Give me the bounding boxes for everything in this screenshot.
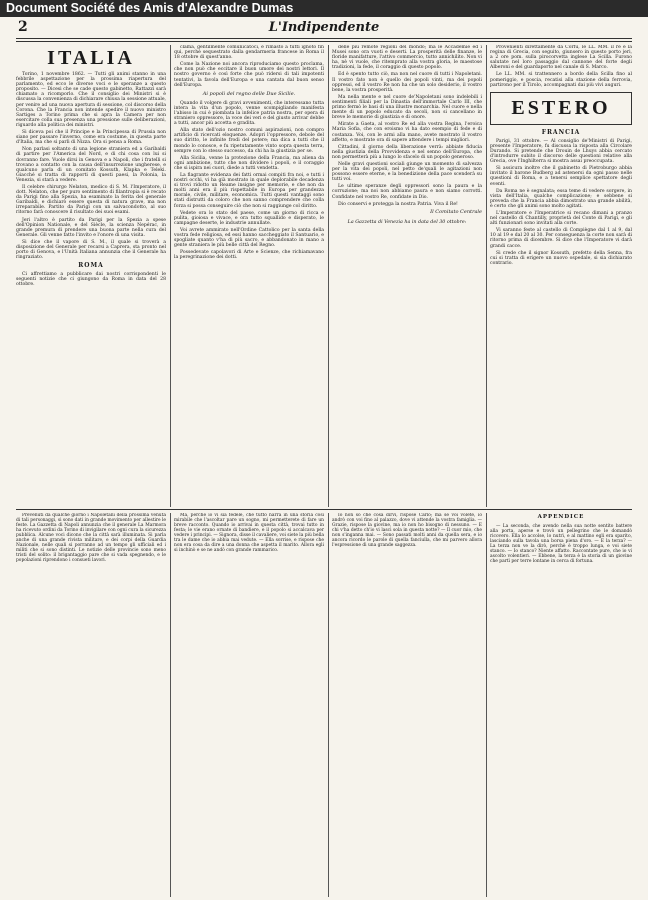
paragraph: clama, gentilmente comunicatoci, e rimasto a tutti ignoto fin qui, perchè sequestrato dalla gendarmeria francese in Roma il 18 ottobre di quest'anno. <box>174 45 324 61</box>
paragraph: Jeri l'altro è partito da Parigi per la Spezia a spese dell'Opinion Nationale, e del Siècle, la scienza Nepérac, in grande premura di prendere una buona parte nella cura del Generale. Gli venne fatto l'invito e l'onore di una visita. <box>16 217 166 238</box>
column-2 <box>174 45 324 507</box>
paragraph: Prevenuti da qualche giorno i Napoletani della prossima venuta di tali personaggi, si sono dati in grande movimento per allestire le feste. La Gazzetta di Napoli annunzia che il generale La Marmora ha ricevuto ordini da Torino di invigilare con ogni cura la sicurezza pubblica. Alcune voci dicono che la città sarà illuminata. Si parla anche di una grande rivista militare, e dei corpi della Guardia Nazionale, nelle quali si porranno ad un tempo gli ufficiali ed i militi che si sono distinti. Le notizie delle provincie sono meno tristi del solito: il brigantaggio pare che si vada spegnendo, e le popolazioni riprendono i consueti lavori. <box>16 513 166 563</box>
column-4 <box>490 45 632 507</box>
column-divider <box>170 513 171 897</box>
column-divider <box>486 45 487 507</box>
paragraph: Quando il volgere di gravi avvenimenti, che interessano tutta intera la vita d'un popolo, venne scompigliando manifesta l'abisso in cui è piombata la infelice patria nostra, per opera di straniero oppressore, la voce dei veri e del giusto arrivar debbe a tutti, ancor più accetta e gradita. <box>174 100 324 127</box>
paragraph: Voi avrete ammirato nell'Ordine Cattolico per la santa della vostra fede religiosa, ed essi hanno saccheggiato il Santuario, e spogliate quanto v'ha di più sacro, e abbandonato in mano a gente straniera le più belle città del Regno. <box>174 227 324 249</box>
paragraph: Alla stato dell'ozio nostro comuni aspirazioni, non compro artificio di ricercati eloquenze. Adopri l'oppressore, debole del suo diritto, le infinite frodi del potere; ma dica a tutti che il mondo lo conosce, e fu ripetutamente vinto sopra questa terra, sempre con lo stesso successo, da chi ha la giustizia per se. <box>174 128 324 154</box>
paragraph: Vedete ora lo stato del paese, come un giorno di ricca e pulita, gioiosa e vivace, e ora tutto squallido e disperato, le campagne deserte, le industrie annullate. <box>174 210 324 226</box>
paragraph: Parigi, 31 ottobre. — Al consiglio de'Ministri di Parigi, presente l'Imperatore, fu discussa la risposta alla Circolare Durando. Si pretende che Drouin de Lhuys abbia cercato d'introdurre subito il discorso delle questioni relative alla Grecia, ove l'Inghilterra si mostra assai preoccupata. <box>490 138 632 165</box>
paragraph: — La seconda, che avendo nella sua notte sentito battere alla porta, aperse e trovò un pellegrino che le domandò ricovero. Ella lo accolse, lo nutrì, e al mattino egli era sparito, lasciando sulla tavola una borsa piena d'oro. — E la terza? — La terza non ve la dirò, perchè è troppo lunga, e voi siete stanco. — Io stanco? Niente affatto. Raccontate pure, che io vi ascolto volentieri. — Ebbene, la terza è la storia di un giovine che partì per terre lontane in cerca di fortuna. <box>490 524 632 564</box>
paragraph: Si crede che il signor Kossuth, prefetto della Senna, fra cui si tratta di erigere un nuovo ospedale, si sia dichiarato contrario. <box>490 250 632 266</box>
paragraph: Si diceva poi che il Principe e la Principessa di Prussia non siano per passare l'inverno, come era costume, in questa parte d'Italia, ma che si parli di Nizza. Ora si pensa a Roma. <box>16 130 166 146</box>
section-title-italia: ITALIA <box>47 47 135 69</box>
masthead-title: L'Indipendente <box>268 20 380 35</box>
paragraph: La flagrante evidenza dei fatti ormai compiti fra noi, e tutti i nostri occhi, vi ha già mostrato in quale deplorabile decadenza si trovi ridotto un Reame insigne per memorie, e che non da molti anni era il più rispettabile in Europa per grandezza morale, civile, militare, economica. Tutti questi vantaggi sono stati distrutti da coloro che non sanno comprendere che colla forza si possa conseguire ciò che non si raggiunge col diritto. <box>174 172 324 209</box>
paragraph: Ma, perchè io vi sia fedele, che tutto narra in una storia così mirabile che l'ascoltar pare un sogno, mi permetterete di fare un breve racconto. Quando io arrivai in questa città, trovai tutto in festa; le vie erano ornate di bandiere, e il popolo si accalcava per vedere i principi. — Signora, disse il cavaliere, voi siete la più bella tra le dame che io abbia mai vedute. — Ella sorrise, e rispose che non era cosa da dire a una donna che aspetta il marito. Allora egli si inchinò e se ne andò con grande rammarico. <box>174 513 324 553</box>
newspaper-page <box>0 17 648 900</box>
paragraph: Cittadini, il giorno della liberazione verrà: abbiate fiducia nella giustizia della Provvidenza e nel senno dell'Europa, che non permetterà più a lungo lo sfacelo di un popolo generoso. <box>332 144 482 160</box>
page-number: 2 <box>18 19 28 35</box>
paragraph: Le ultime speranze degli oppressori sono la paura e la corruzione; ma noi non abbiamo paura e non siamo corrotti. Confidate nel vostro Re, confidate in Dio. <box>332 184 482 200</box>
paragraph: Da Roma ne è segnalata; essa teme di vedere sorgere, in vista dell'Italia, qualche complicazione; e sebbene si preveda che la Francia abbia dimostrato una grande abilità, è certo che gli animi sono molto agitati. <box>490 188 632 209</box>
column-divider <box>170 45 171 507</box>
paragraph: Vi saranno feste al castello di Compiègne dal 1 al 9, dal 10 al 19 e dal 20 al 30. Per conseguenza la corte non sarà di ritorno prima di dicembre. Si dice che l'Imperatore vi darà grandi cacce. <box>490 228 632 249</box>
column-divider <box>486 513 487 897</box>
document-banner: Document Société des Amis d'Alexandre Dumas <box>0 0 648 17</box>
signature: Il Comitato Centrale <box>430 208 482 215</box>
paragraph: delle più remote regioni del mondo; ma le Accademie ed i Musei sono ora vuoti e deserti. La prosperità delle finanze, le floride manifatture, l'attivo commercio, tutto annichilito. Non vi ha, nè vi vuole, che ritemprato alla vostra gloria, le maestose tradizioni, la fede, il coraggio di questo popolo. <box>332 45 482 71</box>
paragraph: Ed è spento tutto ciò, ma non nel cuore di tutti i Napoletani. Il vostro fato non è quello dei popoli vinti, ma dei popoli oppressi, ed il vostro Re non ha che un solo desiderio, il vostro bene, la vostra prosperità. <box>332 72 482 93</box>
proclamation-heading: Ai popoli del regno delle Due Sicilie. <box>202 90 296 97</box>
subsection-title-francia: FRANCIA <box>541 128 581 136</box>
lower-column-1 <box>16 513 166 897</box>
paragraph: Dio conservi e protegga la nostra Patria. Viva il Re! <box>338 201 458 207</box>
column-divider <box>328 45 329 507</box>
paragraph: Il celebre chirurgo Nelaton, medico di S. M. l'Imperatore, il dott. Nelaton, che per puro sentimento di filantropia si è recato da Parigi fino alla Spezia, ha esaminato la ferita del generale Garibaldi, e dichiarò essere questa di natura grave, ma non irreparabile. Partito da Parigi con un salvacondotto, al suo ritorno farà conoscere il risultato dei suoi esami. <box>16 184 166 216</box>
paragraph: Non parlasi soltanto di una legione straniera ed a Garibaldi di partire per l'America del Nord, e di chi cosa con lui si dovranno fare. Vuole dirsi in Genova e a Napoli, che i fratelli si trovano a contatto con la causa dell'insurrezione ungherese, e qualcuno parla di un comitato Kossuth, Klapka e Teleki. Giacché si tratta di rapporti di questi paesi, la Polonia, la Venezia, si starà a vedere. <box>16 147 166 183</box>
gazette-note: La Gazzetta di Venezia ha in data del 30 ottobre: <box>347 219 467 225</box>
paragraph: Si assicura inoltre che il gabinetto di Pietroburgo abbia invitato il barone Budberg ad astenersi da ogni passo nelle questioni di Roma, e a tenersi semplice spettatore degli eventi. <box>490 166 632 187</box>
paragraph: Si dice che il vapore di S. M., il quale si troverà a disposizione del Generale per recarsi a Caprera, sta pronto nel porto di Genova, e l'Unità Italiana annunzia che il Generale ha ringraziato. <box>16 239 166 261</box>
paragraph: Come la Nazione noi ancora riproduciamo questo proclama, che non può che eccitare il buon umore dei nostri lettori. Il nostro governo è così forte che può ridersi di tali impotenti tentativi, la favola dell'Europa e una cantata dal buon senso dell'Europa. <box>174 62 324 88</box>
column-3 <box>332 45 482 507</box>
header-rule-double <box>16 41 632 42</box>
subsection-title-roma: ROMA <box>78 262 104 270</box>
paragraph: L'Imperatore e l'Imperatrice si recano dimani a pranzo nel castello di Chantilly, proprietà del Conte di Parigi, e gli alti funzionari sono invitati alla corte. <box>490 210 632 227</box>
paragraph: Mirate a Gaeta, al vostro Re ed alla vostra Regina, l'eroica Maria Sofia, che con eroismo vi ha dato esempio di fede e di costanza. Voi, con le armi alla mano, avete mostrato il vostro affetto, e mostrate ora di sapere attendere i tempi migliori. <box>332 122 482 143</box>
paragraph: Provenienti direttamente da Corfù, le LL. MM. il re e la regina di Grecia, con seguito, giunsero in questo porto jeri, a 2 ore pom. sulla pirocorvetta inglese La Scilla. Furono salutate nel loro passaggio dal cannone del forte degli Alberoni e del guardaporto nel canale di S. Marco. <box>490 45 632 71</box>
paragraph: Possedevate capolavori di Arte e Scienze, che richiamavano la peregrinazione dei dotti. <box>174 250 324 261</box>
appendix-title: APPENDICE <box>537 514 585 520</box>
page-header <box>0 19 648 37</box>
column-1 <box>16 45 166 507</box>
paragraph: Torino, 1 novembre 1862. — Tutti gli animi stanno in una febbrile aspettazione per la prossima riapertura del parlamento, ed ecco le diverse voci e le speranze a questo proposito. — Dicesi che se cade questo gabinetto, Rattazzi sarà chiamato a ricomporlo. Che il consiglio dei Ministri si è discussa la convenienza di dichiarare chiusa la sessione attuale, per venire ad una nuova apertura di sessione, col discorso della Corona. Che la Francia non intende spedire il nuovo ministro Sartiges a Torino prima che si apra la Camera per non esercitare colla sua presenza una pressione sulle deliberazioni, riguardo alla politica dei ministri. <box>16 72 166 128</box>
column-divider <box>328 513 329 897</box>
feuilleton-rule <box>16 509 632 510</box>
lower-column-4 <box>490 513 632 897</box>
paragraph: Io non so che cosa dirvi, rispose Carlo; ma se voi volete, io andrò con voi fino al palazzo, dove vi attende la vostra famiglia. — Grazie, rispose la giovine, ma io non ho bisogno di nessuno. — E chi v'ha detto ch'io vi lasci sola in questa notte? — Il cuor mio, che non s'inganna mai. — Sono passati molti anni da quella sera, e io ancora ricordo le parole di quella fanciulla, che mi parvero allora l'espressione di una grande saggezza. <box>332 513 482 548</box>
paragraph: Le LL. MM. si trattennero a bordo della Scilla fino al pomeriggio, e poscia, recatisi alla stazione della ferrovia, partirono per il Tirolo, accompagnati dai più vivi auguri. <box>490 72 632 88</box>
lower-column-3 <box>332 513 482 897</box>
header-rule <box>16 38 632 39</box>
estero-box <box>490 92 632 125</box>
paragraph: Alla Sicilia, venne la protezione della Francia, ma aliena da ogni ambizione, tutto che non dividere i popoli, e il coraggio che si ispira nei cuori, diede a tutti vendetta. <box>174 155 324 171</box>
paragraph: Ci affrettiamo a pubblicare dai nostri corrispondenti le seguenti notizie che ci giungono da Roma in data del 28 ottobre. <box>16 272 166 288</box>
paragraph: Nelle gravi questioni sociali giunge un momento di salvezza per la vita dei popoli, nel petto de'quali le agitazioni non possono essere eterne, e la benedizione della pace scenderà su tutti voi. <box>332 161 482 183</box>
lower-column-2 <box>174 513 324 897</box>
paragraph: Ma nella mente e nel cuore de'Napoletani sono indelebili i sentimenti filiali per la Dinastia dell'immortale Carlo III, che primo fermò le basi di una illustre monarchia. Nel cuore e nella mente di un popolo educato da secoli, non si cancellano in breve le memorie di giustizia e di onore. <box>332 94 482 121</box>
section-title-estero: ESTERO <box>511 96 611 119</box>
